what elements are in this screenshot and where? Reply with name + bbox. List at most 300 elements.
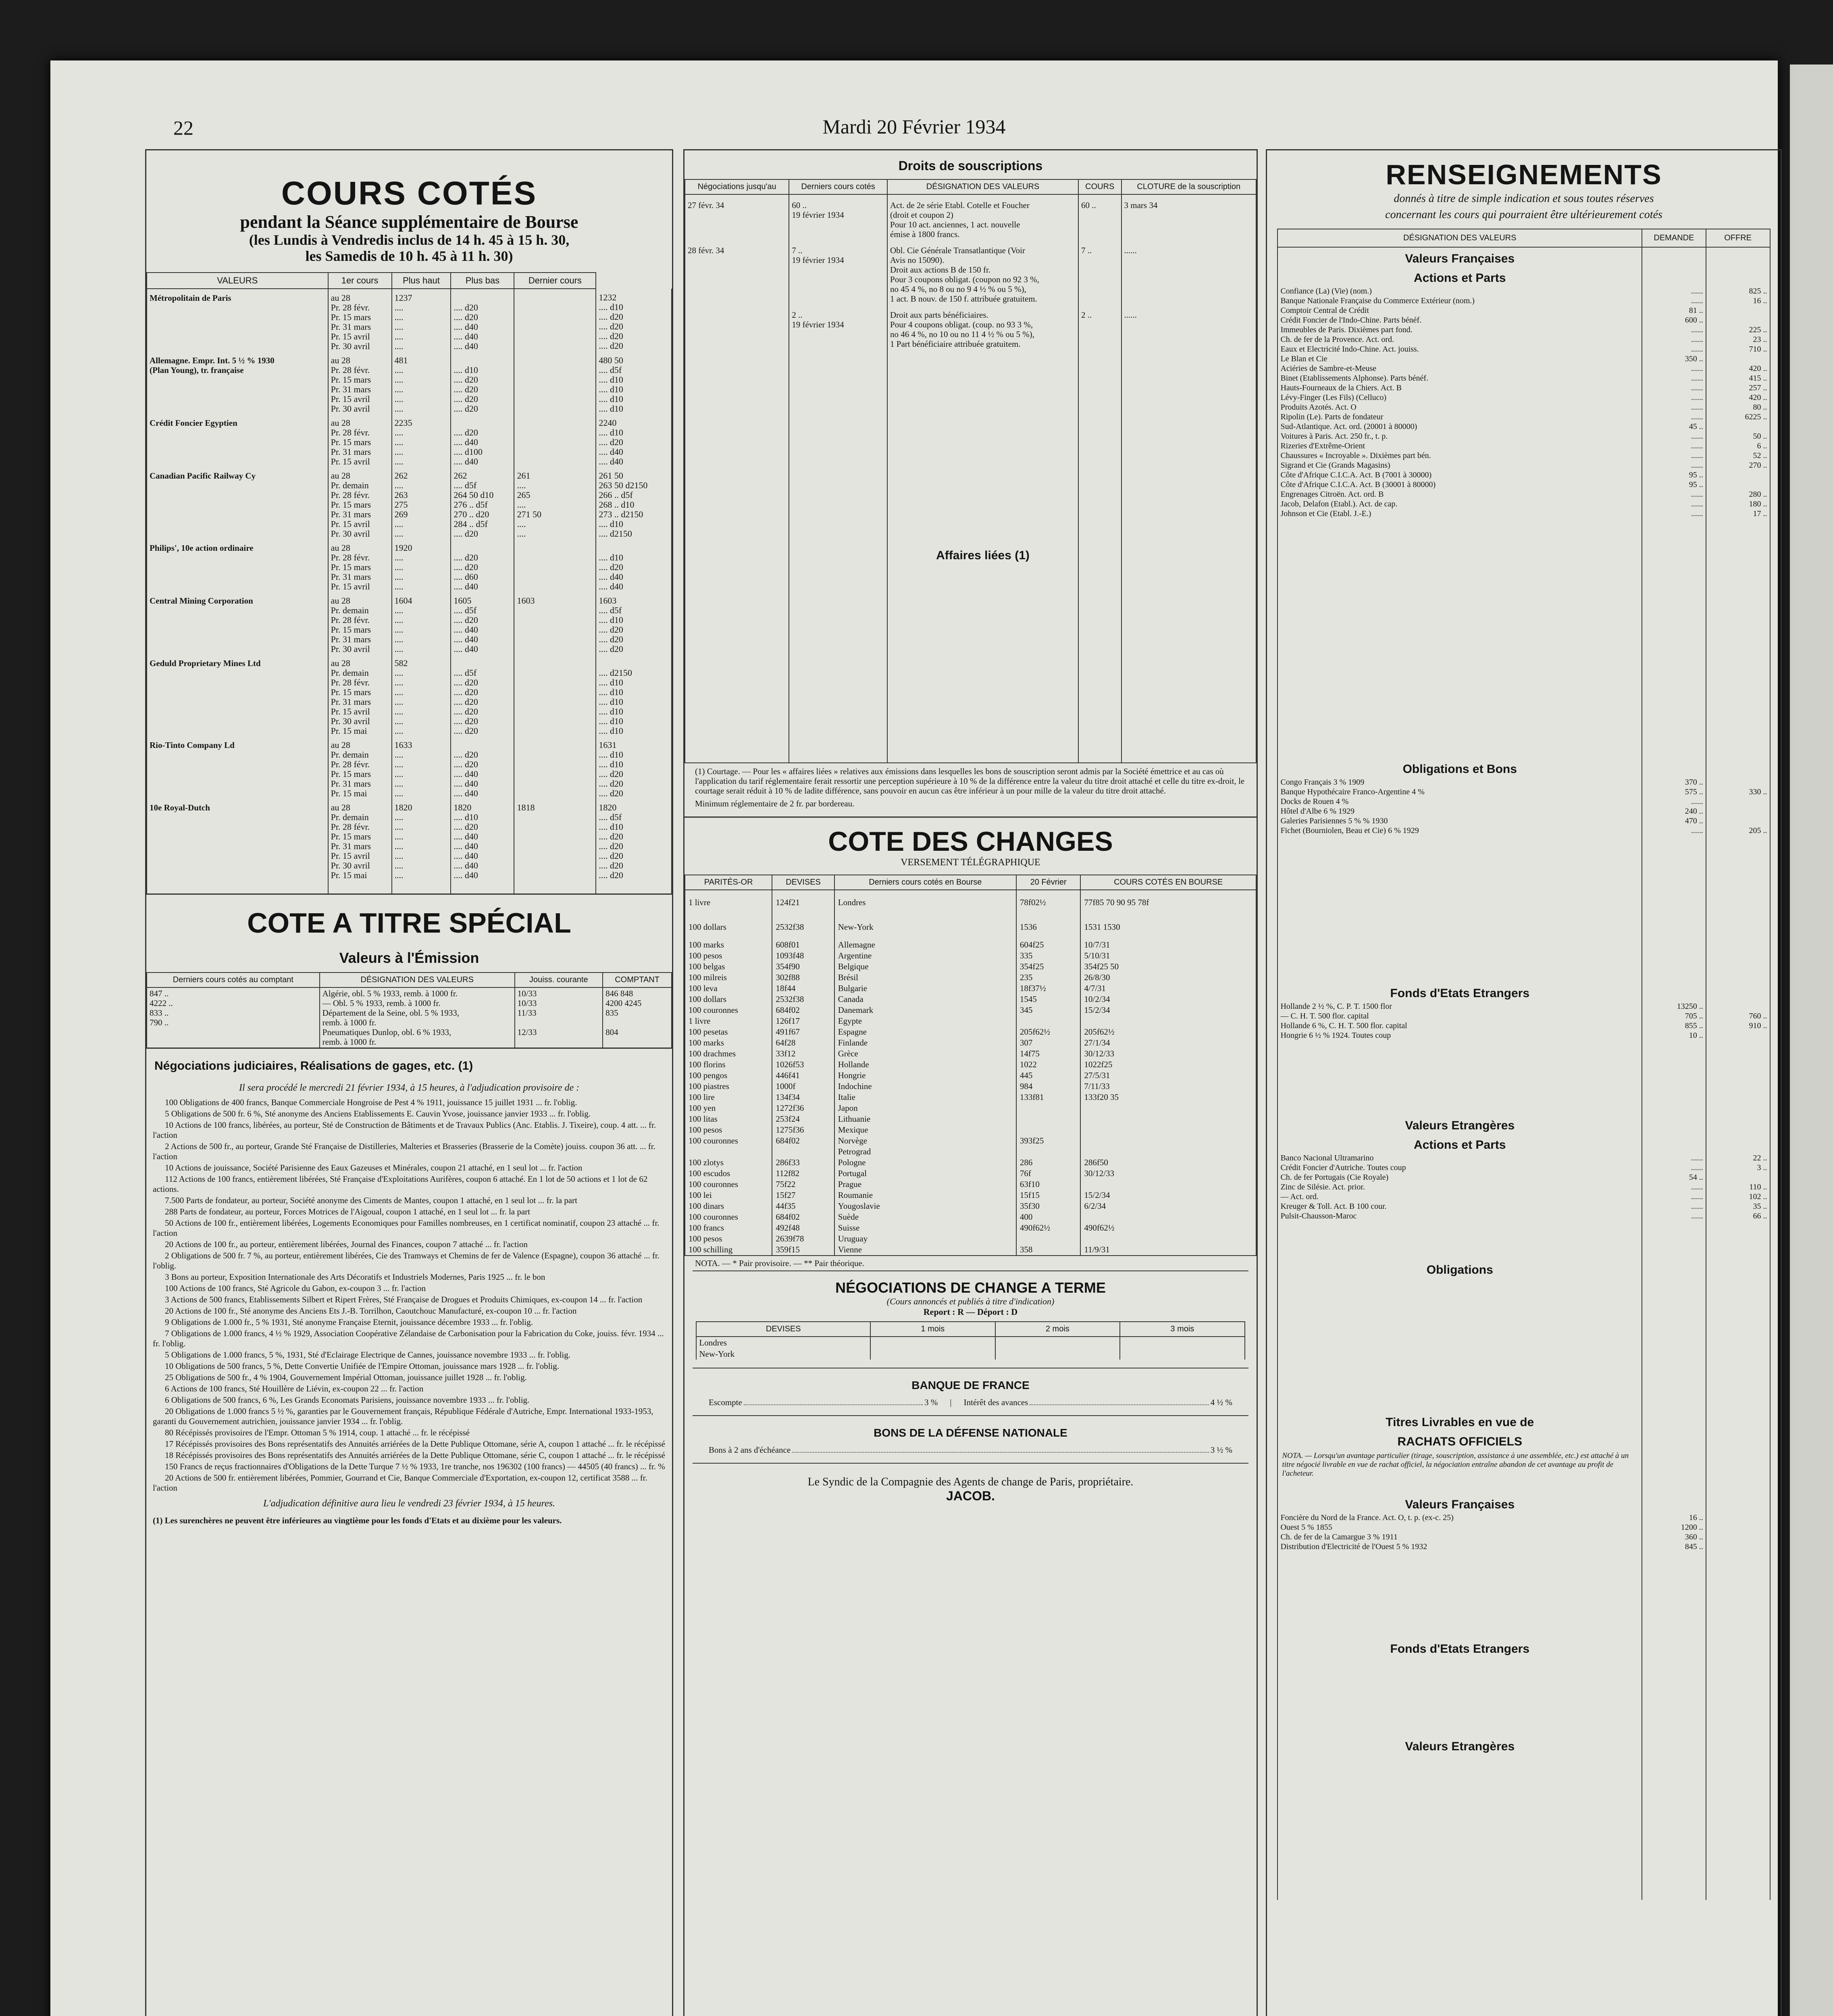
ren-cell: Rizeries d'Extrême-Orient [1277, 441, 1642, 451]
cell-spacer [1706, 1657, 1770, 1722]
change-cell: 100 belgas [685, 961, 772, 972]
change-cell: 302f88 [772, 972, 834, 983]
table-row [1277, 797, 1770, 806]
table-row [1277, 1182, 1770, 1192]
terme-cell: au 28 Pr. demain Pr. 28 févr. Pr. 15 mars Pr. 31 mars Pr. 15 avril Pr. 30 avril [328, 467, 392, 539]
list-item: 5 Obligations de 500 fr. 6 %, Sté anonyme des Anciens Etablissements E. Cauvin Yvose, jouissance janvier 1933 ... fr. l'oblig. [165, 1109, 591, 1118]
change-cell: Vienne [834, 1244, 1016, 1255]
negociations-intro: Il sera procédé le mercredi 21 février 1934, à 15 heures, à l'adjudication provisoire de : [239, 1083, 580, 1093]
change-cell: 1545 [1016, 994, 1081, 1005]
changes-subtitle: VERSEMENT TÉLÉGRAPHIQUE [901, 857, 1040, 868]
cours-cell [514, 539, 596, 592]
cours-cell: 1633 .... .... .... .... .... [392, 736, 451, 799]
ren-cell: Aciéries de Sambre-et-Meuse [1277, 364, 1642, 373]
cell-spacer [1642, 1624, 1706, 1657]
changes-nota: NOTA. — * Pair provisoire. — ** Pair théorique. [695, 1258, 864, 1268]
change-cell: 1531 1530 [1080, 915, 1256, 939]
table-row [1277, 1021, 1770, 1031]
change-cell [1016, 1114, 1081, 1125]
change-cell: 27/5/31 [1080, 1070, 1256, 1081]
ren-cell: Voitures à Paris. Act. 250 fr., t. p. [1277, 431, 1642, 441]
column-header: Derniers cours cotés au comptant [147, 973, 320, 987]
table-row [1277, 460, 1770, 470]
cell-spacer [1706, 1722, 1770, 1755]
change-cell: 1022f25 [1080, 1059, 1256, 1070]
table-row [147, 352, 672, 414]
table-row [1277, 1278, 1770, 1411]
ren-cell: ...... [1642, 509, 1706, 519]
escompte-label: Escompte [709, 1397, 742, 1407]
cell-spacer [147, 881, 328, 893]
cours-cell: 480 50 .... d5f .... d10 .... d10 .... d10 .... d10 [596, 352, 672, 414]
droits-note: (1) Courtage. — Pour les « affaires liées » relatives aux émissions dans lesquelles les bons de souscription seront admis par la Société émettrice et au cas où l'application du tarif réglementaire ferait ressortir une perception supérieure à 10 % de la différence entre la valeur du titre droit attaché et celle du titre ex-droit, le courtage serait réduit à 10 % de ladite différence, sans pouvoir en aucun cas être inférieur à un pour mille de la valeur du titre droit attaché. [695, 766, 1245, 796]
ren-cell: ...... [1642, 296, 1706, 306]
ren-cell: Lévy-Finger (Les Fils) (Celluco) [1277, 393, 1642, 402]
droits-cell: Droit aux parts bénéficiaires. Pour 4 coupons obligat. (coup. no 93 3 %, no 46 4 %, no 10 ou no 11 4 ½ % ou 5 %), 1 Part bénéficiaire attribuée gratuitem. [887, 304, 1078, 350]
terme-cell: au 28 Pr. demain Pr. 28 févr. Pr. 15 mars Pr. 31 mars Pr. 15 mai [328, 736, 392, 799]
change-cell: 100 francs [685, 1223, 772, 1233]
ren-cell: 225 .. [1706, 325, 1770, 335]
section-heading: Actions et Parts [1277, 1134, 1642, 1153]
list-item: 25 Obligations de 500 fr., 4 % 1904, Gouvernement Impérial Ottoman, jouissance juillet 1928 ... fr. l'oblig. [165, 1372, 527, 1382]
negociations-note: (1) Les surenchères ne peuvent être inférieures au vingtième pour les fonds d'Etats et au dixième pour les valeurs. [153, 1516, 562, 1525]
cell-spacer [1642, 1480, 1706, 1513]
table-row [685, 1092, 1256, 1103]
cell-spacer [1642, 1101, 1706, 1134]
cours-cell: .... d20 .... d40 .... d100 .... d40 [451, 414, 514, 467]
cell-spacer [1642, 1134, 1706, 1153]
change-cell: 18f37½ [1016, 983, 1081, 994]
change-cell [1080, 1135, 1256, 1146]
list-item: 112 Actions de 100 francs, entièrement libérées, Sté Française d'Exploitations Aurifères, coupon 6 attaché. En 1 lot de 50 actions et 1 lot de 62 actions. [153, 1174, 648, 1194]
ren-cell: 35 .. [1706, 1202, 1770, 1211]
ren-cell: 16 .. [1706, 296, 1770, 306]
droits-table [685, 179, 1257, 762]
cell-spacer [1706, 1480, 1770, 1513]
cell-spacer [1706, 1134, 1770, 1153]
table-row [1277, 325, 1770, 335]
change-cell: 100 drachmes [685, 1048, 772, 1059]
column-header: COMPTANT [603, 973, 672, 987]
change-cell: 1536 [1016, 915, 1081, 939]
change-cell: 35f30 [1016, 1201, 1081, 1212]
ren-cell: Congo Français 3 % 1909 [1277, 777, 1642, 787]
cell-spacer [1706, 1278, 1770, 1411]
table-row [685, 1005, 1256, 1016]
ren-cell: 240 .. [1642, 806, 1706, 816]
ren-cell: Eaux et Electricité Indo-Chine. Act. jouiss. [1277, 344, 1642, 354]
ren-cell: Ouest 5 % 1855 [1277, 1522, 1642, 1532]
droits-cell: 3 mars 34 [1121, 194, 1256, 240]
section-row [1277, 1431, 1770, 1450]
ren-cell: ...... [1642, 393, 1706, 402]
change-cell [1016, 1016, 1081, 1027]
table-row [1277, 806, 1770, 816]
droits-cell: ...... [1121, 304, 1256, 350]
change-cell: 100 marks [685, 939, 772, 950]
ren-cell [1706, 306, 1770, 315]
column-header: Derniers cours cotés en Bourse [834, 875, 1016, 890]
table-row [685, 939, 1256, 950]
special-cell: Algérie, obl. 5 % 1933, remb. à 1000 fr. — Obl. 5 % 1933, remb. à 1000 fr. Département de la Seine, obl. 5 % 1933, remb. à 1000 fr. Pneumatiques Dunlop, obl. 6 % 1933, remb. à 1000 fr. [320, 987, 515, 1048]
ren-cell: 257 .. [1706, 383, 1770, 393]
section-heading: Valeurs Françaises [1277, 247, 1642, 267]
section-row [1277, 1134, 1770, 1153]
table-row [685, 1168, 1256, 1179]
column-header: OFFRE [1706, 229, 1770, 247]
table-row [147, 592, 672, 654]
table-row [1277, 470, 1770, 480]
section-heading: Titres Livrables en vue de [1277, 1411, 1642, 1431]
footer-line: Le Syndic de la Compagnie des Agents de change de Paris, propriétaire. [807, 1476, 1134, 1488]
table-row [1277, 1011, 1770, 1021]
ren-cell: Pulsit-Chausson-Maroc [1277, 1211, 1642, 1221]
banque-title: BANQUE DE FRANCE [911, 1379, 1030, 1391]
column-droits-changes: Droits de souscriptions Négociations jusqu'au Derniers cours cotés DÉSIGNATION DES VALEURS COURS CLOTURE de la souscription 27 févr. 34 60 .. 19 février 1934 Act. de 2e série Etabl. Cotelle et Foucher (droit et coupon 2) Pour 10 act. anciennes, 1 act. nouvelle émise à 1800 francs. 60 .. 3 mars 34 28 févr. 34 7 .. 19 février 1934 Obl. Cie Générale Transatlantique (Voir Avis no 15090). Droit aux actions B de 150 fr. Pour 3 coupons obligat. (coupon no 92 3 %, no 45 4 %, no 8 ou no 9 4 ½ % ou 5 %), 1 act. B nouv. de 150 f. attribuée gratuitem. 7 .. ...... 2 .. 19 février 1934 Droit aux parts bénéficiaires. Pour 4 coupons obligat. (coup. no 93 3 %, no 46 4 %, no 10 ou no 11 4 ½ % ou 5 %), 1 Part bénéficiaire attribuée gratuitem. 2 .. ...... Affaires liées (1) (1) Courtage. — Pour les « affaires liées » relatives aux émissions dans lesquelles les bons de souscription seront admis par la Société émettrice et au cas où l'application du tarif réglementaire ferait ressortir une perception supérieure à 10 % de la différence entre la valeur du titre droit attaché et celle du titre ex-droit, le courtage serait réduit à 10 % de ladite différence, sans pouvoir en aucun cas être inférieur à un pour mille de la valeur du titre droit attaché. Minimum réglementaire de 2 fr. par bordereau. COTE DES CHANGES VERSEMENT TÉLÉGRAPHIQUE PARITÉS-OR DEVISES Derniers cours cotés en Bourse 20 Février COURS COTÉS EN BOURSE 1 livre 124f21 Londres 78f02½ 77f85 70 90 95 78f 100 dollars 2532f38 New-York 1536 1531 1530 100 marks 608f01 Allemagne 604f25 10/7/31 100 pesos 1093f48 Argentine 335 5/10/31 100 belgas 354f90 Belgique 354f25 354f25 50 100 milreis 302f88 Brésil 235 26/8/30 100 leva 18f44 Bulgarie 18f37½ 4/7/31 100 dollars 2532f38 Canada 1545 10/2/34 100 couronnes 684f02 Danemark 345 15/2/34 1 livre 126f17 Egypte 100 pesetas 491f67 Espagne 205f62½ 205f62½ 100 marks 64f28 Finlande 307 27/1/34 100 drachmes 33f12 Grèce 14f75 30/12/33 100 florins 1026f53 Hollande 1022 1022f25 100 pengos 446f41 Hongrie 445 27/5/31 100 piastres 1000f Indochine 984 7/11/33 100 lire 134f34 Italie 133f81 133f20 35 100 yen 1272f36 Japon 100 litas 253f24 Lithuanie 100 pesos 1275f36 Mexique 100 couronnes 684f02 Norvège 393f25 Petrograd 100 zlotys 286f33 Pologne 286 286f50 100 escudos 112f82 Portugal 76f 30/12/33 100 couronnes 75f22 Prague 63f10 100 lei 15f27 Roumanie 15f15 15/2/34 100 dinars 44f35 Yougoslavie 35f30 6/2/34 100 couronnes 684f02 Suède 400 100 francs 492f48 Suisse 490f62½ 490f62½ 100 pesos 2639f78 Uruguay 100 schilling 359f15 Vienne 358 11/9/31 NOTA. — * Pair provisoire. — ** Pair théorique. NÉGOCIATIONS DE CHANGE A TERME (Cours annoncés et publiés à titre d'indication) Report : R — Déport : D DEVISES 1 mois 2 mois 3 mois Londres New-York BANQUE DE FRANCE Escompte 3 % | Intérêt des avances 4 ½ % BONS DE LA DÉFENSE NATIONALE Bons à 2 ans d'échéance 3 ½ % Le Syndic de la Compagnie des Agents de change de Paris, propriétaire. JACOB. [683, 149, 1258, 2016]
section-heading: Valeurs Etrangères [1277, 1722, 1642, 1755]
list-item: 50 Actions de 100 fr., entièrement libérées, Logements Economiques pour Familles nombreuses, en 1 certificat nominatif, coupon 23 attaché ... fr. l'action [153, 1218, 660, 1238]
change-cell: 100 leva [685, 983, 772, 994]
ren-cell: 470 .. [1642, 816, 1706, 826]
table-row [1277, 431, 1770, 441]
ren-cell: Galeries Parisiennes 5 % % 1930 [1277, 816, 1642, 826]
list-item: 100 Actions de 100 francs, Sté Agricole du Gabon, ex-coupon 3 ... fr. l'action [165, 1283, 426, 1293]
column-header: DEVISES [772, 875, 834, 890]
negociations-list [146, 1098, 672, 1493]
ren-cell: Ch. de fer Portugais (Cie Royale) [1277, 1173, 1642, 1182]
change-cell: 33f12 [772, 1048, 834, 1059]
table-row [1277, 509, 1770, 519]
section-heading: Fonds d'Etats Etrangers [1277, 968, 1642, 1002]
cours-subtitle-3: les Samedis de 10 h. 45 à 11 h. 30) [305, 248, 513, 264]
ren-cell [1706, 422, 1770, 431]
ren-cell: 52 .. [1706, 451, 1770, 460]
change-cell: 490f62½ [1080, 1223, 1256, 1233]
terme-table [696, 1321, 1245, 1360]
cours-cell: 2235 .... .... .... .... [392, 414, 451, 467]
table-row [685, 915, 1256, 939]
ren-cell: Le Blan et Cie [1277, 354, 1642, 364]
ren-cell: Côte d'Afrique C.I.C.A. Act. B (7001 à 30000) [1277, 470, 1642, 480]
table-row [685, 1212, 1256, 1223]
ren-cell: ...... [1642, 1192, 1706, 1202]
table-row [1277, 835, 1770, 968]
change-cell: 100 litas [685, 1114, 772, 1125]
ren-cell: ...... [1642, 1182, 1706, 1192]
change-cell [1080, 1212, 1256, 1223]
change-cell: 2532f38 [772, 915, 834, 939]
valeur-name: Métropolitain de Paris [147, 289, 328, 352]
list-item: 9 Obligations de 1.000 fr., 5 % 1931, Sté anonyme Française Eternit, jouissance décembre 1933 ... fr. l'oblig. [165, 1317, 533, 1327]
ren-cell: 50 .. [1706, 431, 1770, 441]
droits-cell: 7 .. 19 février 1934 [789, 240, 887, 304]
ren-cell: Docks de Rouen 4 % [1277, 797, 1642, 806]
column-header: DEVISES [696, 1322, 870, 1337]
valeur-name: Canadian Pacific Railway Cy [147, 467, 328, 539]
change-cell: 15f27 [772, 1190, 834, 1201]
footer-name: JACOB. [946, 1489, 995, 1503]
droits-cell [685, 304, 789, 350]
table-row [147, 736, 672, 799]
special-subtitle: Valeurs à l'Émission [339, 950, 479, 966]
terme-cell [870, 1348, 995, 1360]
change-cell: 100 pesos [685, 1233, 772, 1244]
change-cell: 75f22 [772, 1179, 834, 1190]
column-header: DÉSIGNATION DES VALEURS [887, 179, 1078, 194]
cell-spacer [1642, 1657, 1706, 1722]
table-row [1277, 1202, 1770, 1211]
cell-spacer [1277, 1040, 1642, 1101]
column-header: DÉSIGNATION DES VALEURS [1277, 229, 1642, 247]
ren-cell: Hauts-Fourneaux de la Chiers. Act. B [1277, 383, 1642, 393]
ren-cell: 17 .. [1706, 509, 1770, 519]
change-cell: 604f25 [1016, 939, 1081, 950]
escompte-value: 3 % [924, 1397, 938, 1407]
table-row [1277, 1221, 1770, 1245]
ren-cell: 81 .. [1642, 306, 1706, 315]
change-cell: 100 couronnes [685, 1212, 772, 1223]
list-item: 20 Actions de 500 fr. entièrement libérées, Pommier, Gourrand et Cie, Banque Commerciale d'Exportation, ex-coupon 12, certificat 3588 ... fr. l'action [153, 1473, 647, 1493]
change-cell: 10/7/31 [1080, 939, 1256, 950]
cours-cell: 582 .... .... .... .... .... .... .... [392, 654, 451, 736]
change-cell: 1272f36 [772, 1103, 834, 1114]
cours-cell: 261 50 263 50 d2150 266 .. d5f 268 .. d10 273 .. d2150 .... d10 .... d2150 [596, 467, 672, 539]
change-cell: Espagne [834, 1027, 1016, 1037]
ren-cell: ...... [1642, 1163, 1706, 1173]
ren-cell: Banco Nacional Ultramarino [1277, 1153, 1642, 1163]
change-cell: Danemark [834, 1005, 1016, 1016]
column-header: 1er cours [328, 273, 392, 289]
ren-cell: — Act. ord. [1277, 1192, 1642, 1202]
ren-cell: 66 .. [1706, 1211, 1770, 1221]
table-row [1277, 1542, 1770, 1552]
cell-spacer [1706, 247, 1770, 267]
change-cell: 10/2/34 [1080, 994, 1256, 1005]
cell-spacer [1642, 267, 1706, 286]
ren-cell: 80 .. [1706, 402, 1770, 412]
cours-cell: 1820 .... d5f .... d10 .... d20 .... d20 .... d20 .... d20 .... d20 [596, 799, 672, 881]
change-cell: 490f62½ [1016, 1223, 1081, 1233]
ren-cell: Produits Azotés. Act. O [1277, 402, 1642, 412]
cours-subtitle-2: (les Lundis à Vendredis inclus de 14 h. 45 à 15 h. 30, [249, 232, 570, 248]
cours-cell: 1631 .... d10 .... d10 .... d20 .... d20 .... d20 [596, 736, 672, 799]
table-row [1277, 315, 1770, 325]
change-cell: 1275f36 [772, 1125, 834, 1135]
list-item: 20 Actions de 100 fr., au porteur, entièrement libérées, Journal des Finances, coupon 7 attaché ... fr. l'action [165, 1239, 528, 1249]
list-item: 150 Francs de reçus fractionnaires d'Obligations de la Dette Turque 7 ½ % 1933, 1re tranche, nos 196302 (100 francs) — 44505 (40 francs) ... fr. % [165, 1462, 665, 1471]
droits-cell: Act. de 2e série Etabl. Cotelle et Foucher (droit et coupon 2) Pour 10 act. anciennes, 1 act. nouvelle émise à 1800 francs. [887, 194, 1078, 240]
section-heading: Obligations et Bons [1277, 744, 1642, 777]
page-number: 22 [173, 117, 193, 139]
ren-cell [1706, 777, 1770, 787]
ren-cell: 95 .. [1642, 470, 1706, 480]
cell-spacer [1642, 1221, 1706, 1245]
change-cell: 1026f53 [772, 1059, 834, 1070]
ren-cell: Kreuger & Toll. Act. B 100 cour. [1277, 1202, 1642, 1211]
table-row [147, 881, 672, 893]
ren-cell: ...... [1642, 797, 1706, 806]
change-cell: 345 [1016, 1005, 1081, 1016]
valeur-name: Allemagne. Empr. Int. 5 ½ % 1930 (Plan Young), tr. française [147, 352, 328, 414]
terme-cell [995, 1337, 1120, 1348]
column-header: Derniers cours cotés [789, 179, 887, 194]
section-heading: RACHATS OFFICIELS [1277, 1431, 1642, 1450]
cell-spacer [1642, 247, 1706, 267]
ren-cell: 1200 .. [1642, 1522, 1706, 1532]
change-cell: 100 escudos [685, 1168, 772, 1179]
ren-cell: ...... [1642, 1202, 1706, 1211]
ren-cell: ...... [1642, 402, 1706, 412]
ren-cell: Sud-Atlantique. Act. ord. (20001 à 80000) [1277, 422, 1642, 431]
cours-subtitle: pendant la Séance supplémentaire de Bourse [240, 212, 578, 232]
ren-cell [1706, 816, 1770, 826]
list-item: 3 Actions de 500 francs, Etablissements Silbert et Ripert Frères, Sté Française de Drogues et Produits Chimiques, ex-coupon 14 ... fr. l'action [165, 1295, 643, 1304]
droits-cell: 60 .. 19 février 1934 [789, 194, 887, 240]
ren-cell: 3 .. [1706, 1163, 1770, 1173]
terme-cell: au 28 Pr. 28 févr. Pr. 15 mars Pr. 31 mars Pr. 15 avril Pr. 30 avril [328, 352, 392, 414]
change-cell: 100 couronnes [685, 1179, 772, 1190]
ren-cell: Jacob, Delafon (Etabl.). Act. de cap. [1277, 499, 1642, 509]
list-item: 7 Obligations de 1.000 francs, 4 ½ % 1929, Association Coopérative Zélandaise de Carbonisation pour la Fabrication du Coke, jouiss. févr. 1934 ... fr. l'oblig. [153, 1329, 664, 1348]
ren-cell: ...... [1642, 499, 1706, 509]
change-cell: 15/2/34 [1080, 1005, 1256, 1016]
special-title: COTE A TITRE SPÉCIAL [247, 907, 571, 939]
change-cell: Pologne [834, 1157, 1016, 1168]
table-row [147, 654, 672, 736]
ren-cell: 845 .. [1642, 1542, 1706, 1552]
change-cell: 126f17 [772, 1016, 834, 1027]
cell-spacer [328, 881, 392, 893]
change-cell: 100 lire [685, 1092, 772, 1103]
table-row [685, 890, 1256, 915]
ren-cell: Crédit Foncier de l'Indo-Chine. Parts bénéf. [1277, 315, 1642, 325]
table-row [685, 1233, 1256, 1244]
change-cell: 2639f78 [772, 1233, 834, 1244]
list-item: 7.500 Parts de fondateur, au porteur, Société anonyme des Ciments de Mantes, coupon 1 attaché, en 1 seul lot ... fr. la part [165, 1195, 577, 1205]
terme-cell [1120, 1348, 1245, 1360]
ren-cell: 910 .. [1706, 1021, 1770, 1031]
change-cell: 100 pesos [685, 1125, 772, 1135]
table-row [1277, 826, 1770, 835]
ren-cell: 16 .. [1642, 1513, 1706, 1522]
change-cell: 286f33 [772, 1157, 834, 1168]
table-row [1277, 816, 1770, 826]
cell-spacer [1642, 1431, 1706, 1450]
cours-cell: 1920 .... .... .... .... [392, 539, 451, 592]
change-cell: Argentine [834, 950, 1016, 961]
change-cell: 286f50 [1080, 1157, 1256, 1168]
change-cell: 684f02 [772, 1005, 834, 1016]
change-cell: 124f21 [772, 890, 834, 915]
list-item: 18 Récépissés provisoires des Bons représentatifs des Annuités arriérées de la Dette Publique Ottomane, série C, coupon 1 attaché ... fr. le récépissé [165, 1450, 665, 1460]
droits-cell: 2 .. 19 février 1934 [789, 304, 887, 350]
list-item: 5 Obligations de 1.000 francs, 5 %, 1931, Sté d'Eclairage Electrique de Cannes, jouissance novembre 1933 ... fr. l'oblig. [165, 1350, 570, 1360]
table-row [685, 1103, 1256, 1114]
change-cell [1080, 1016, 1256, 1027]
section-heading: Valeurs Etrangères [1277, 1101, 1642, 1134]
table-row [1277, 499, 1770, 509]
change-cell: Japon [834, 1103, 1016, 1114]
ren-cell: ...... [1642, 335, 1706, 344]
ren-cell: Binet (Etablissements Alphonse). Parts bénéf. [1277, 373, 1642, 383]
cell-spacer [596, 881, 672, 893]
cell-spacer [1642, 1411, 1706, 1431]
interet-value: 4 ½ % [1210, 1397, 1232, 1407]
table-row [685, 950, 1256, 961]
cours-cell: .... d20 .... d20 .... d40 .... d40 .... d40 [451, 289, 514, 352]
ren-cell: ...... [1642, 441, 1706, 451]
change-cell [1080, 1114, 1256, 1125]
change-cell: 1 livre [685, 890, 772, 915]
section-row [1277, 247, 1770, 267]
cours-cell: .... d20 .... d20 .... d40 .... d40 .... d40 [451, 736, 514, 799]
ren-cell: 45 .. [1642, 422, 1706, 431]
ren-cell: ...... [1642, 1153, 1706, 1163]
interet-label: Intérêt des avances [963, 1397, 1028, 1407]
ren-cell: 13250 .. [1642, 1002, 1706, 1011]
change-cell: 7/11/33 [1080, 1081, 1256, 1092]
cell-spacer [1277, 1221, 1642, 1245]
table-row [1277, 1192, 1770, 1202]
ren-cell: 825 .. [1706, 286, 1770, 296]
change-cell: Allemagne [834, 939, 1016, 950]
cell-spacer [1706, 1431, 1770, 1450]
change-cell: 76f [1016, 1168, 1081, 1179]
table-row [685, 1070, 1256, 1081]
droits-cell: 60 .. [1078, 194, 1121, 240]
ren-cell: Hollande 2 ½ %, C. P. T. 1500 flor [1277, 1002, 1642, 1011]
change-cell: 205f62½ [1016, 1027, 1081, 1037]
change-cell: 984 [1016, 1081, 1081, 1092]
table-row [685, 1125, 1256, 1135]
table-row [1277, 373, 1770, 383]
ren-cell: 6 .. [1706, 441, 1770, 451]
column-header: CLOTURE de la souscription [1121, 179, 1256, 194]
table-row [696, 1348, 1244, 1360]
table-row [1277, 519, 1770, 744]
table-row [1277, 787, 1770, 797]
change-cell: Norvège [834, 1135, 1016, 1146]
ren-cell: Johnson et Cie (Etabl. J.-E.) [1277, 509, 1642, 519]
change-cell: 11/9/31 [1080, 1244, 1256, 1255]
ren-cell [1706, 1173, 1770, 1182]
change-cell: New-York [834, 915, 1016, 939]
table-row [685, 1223, 1256, 1233]
change-cell: 100 marks [685, 1037, 772, 1048]
table-row [1277, 354, 1770, 364]
change-cell: 608f01 [772, 939, 834, 950]
terme-subtitle: (Cours annoncés et publiés à titre d'indication) [886, 1296, 1055, 1306]
column-header: DEMANDE [1642, 229, 1706, 247]
column-header: 20 Février [1016, 875, 1081, 890]
bons-line: Bons à 2 ans d'échéance [709, 1445, 791, 1455]
valeur-name: Philips', 10e action ordinaire [147, 539, 328, 592]
cell-spacer [1706, 1450, 1770, 1480]
table-row [1277, 1532, 1770, 1542]
cell-spacer [1642, 1450, 1706, 1480]
table-row [1277, 1450, 1770, 1480]
cell-spacer [1642, 1755, 1706, 1900]
ren-cell: 95 .. [1642, 480, 1706, 489]
ren-cell [1706, 806, 1770, 816]
cours-cell: 1820 .... d10 .... d20 .... d40 .... d40 .... d40 .... d40 .... d40 [451, 799, 514, 881]
cell-spacer [1277, 1552, 1642, 1624]
cell-spacer [1642, 1245, 1706, 1278]
cell-spacer [1277, 1657, 1642, 1722]
table-row [1277, 1657, 1770, 1722]
terme-cell [1120, 1337, 1245, 1348]
terme-subtitle-2: Report : R — Déport : D [923, 1307, 1018, 1317]
